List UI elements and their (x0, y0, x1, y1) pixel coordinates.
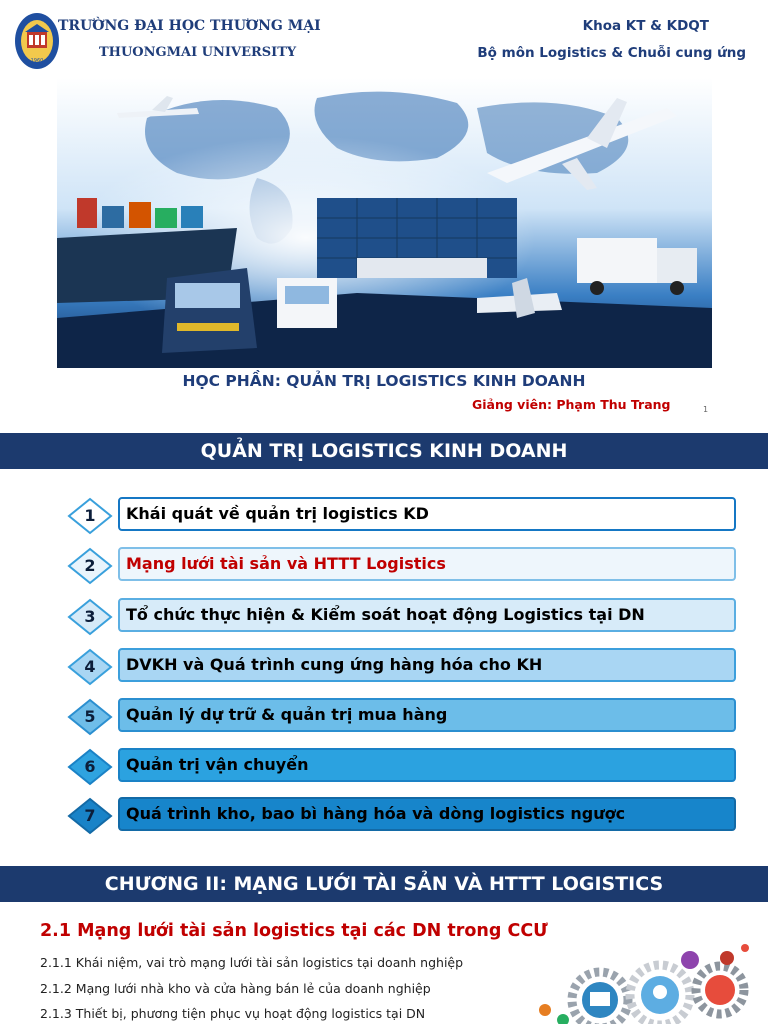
agenda-item-7[interactable]: Quá trình kho, bao bì hàng hóa và dòng logistics ngược (118, 797, 736, 831)
faculty-name: Khoa KT & KDQT (582, 18, 709, 34)
department-name: Bộ môn Logistics & Chuỗi cung ứng (477, 45, 746, 61)
gear-cluster-icon (515, 940, 765, 1024)
chapter-title: CHƯƠNG II: MẠNG LƯỚI TÀI SẢN VÀ HTTT LOGISTICS (0, 866, 768, 902)
agenda-item-6[interactable]: Quản trị vận chuyển (118, 748, 736, 782)
agenda-item-5[interactable]: Quản lý dự trữ & quản trị mua hàng (118, 698, 736, 732)
agenda-number-badge: 2 (67, 547, 113, 585)
subsection-item: 2.1.2 Mạng lưới nhà kho và cửa hàng bán lẻ của doanh nghiệp (40, 981, 431, 996)
course-title: HỌC PHẦN: QUẢN TRỊ LOGISTICS KINH DOANH (182, 372, 586, 390)
subsection-item: 2.1.1 Khái niệm, vai trò mạng lưới tài sản logistics tại doanh nghiệp (40, 955, 464, 970)
university-name-vn: TRƯỜNG ĐẠI HỌC THƯƠNG MẠI (58, 18, 321, 34)
train-icon (162, 268, 257, 353)
agenda-item-1[interactable]: Khái quát về quản trị logistics KD (118, 497, 736, 531)
agenda-item-2[interactable]: Mạng lưới tài sản và HTTT Logistics (118, 547, 736, 581)
cover-slide (0, 0, 768, 425)
university-name-en: THUONGMAI UNIVERSITY (99, 45, 297, 60)
agenda-list (0, 470, 768, 850)
university-seal-icon (14, 12, 60, 70)
page-number: 1 (703, 405, 709, 414)
lecturer-name: Giảng viên: Phạm Thu Trang (472, 397, 671, 412)
agenda-number-badge: 3 (67, 598, 113, 636)
agenda-number-badge: 4 (67, 648, 113, 686)
agenda-number-badge: 1 (67, 497, 113, 535)
agenda-item-3[interactable]: Tổ chức thực hiện & Kiểm soát hoạt động Logistics tại DN (118, 598, 736, 632)
agenda-number-badge: 7 (67, 797, 113, 835)
section-heading: 2.1 Mạng lưới tài sản logistics tại các DN trong CCƯ (40, 921, 548, 941)
subsection-item: 2.1.3 Thiết bị, phương tiện phục vụ hoạt động logistics tại DN (40, 1006, 426, 1021)
agenda-number-badge: 5 (67, 698, 113, 736)
agenda-number-badge: 6 (67, 748, 113, 786)
agenda-title: QUẢN TRỊ LOGISTICS KINH DOANH (0, 433, 768, 469)
logistics-hero-image (57, 78, 712, 368)
agenda-item-4[interactable]: DVKH và Quá trình cung ứng hàng hóa cho KH (118, 648, 736, 682)
svg-text:1960: 1960 (30, 58, 44, 64)
